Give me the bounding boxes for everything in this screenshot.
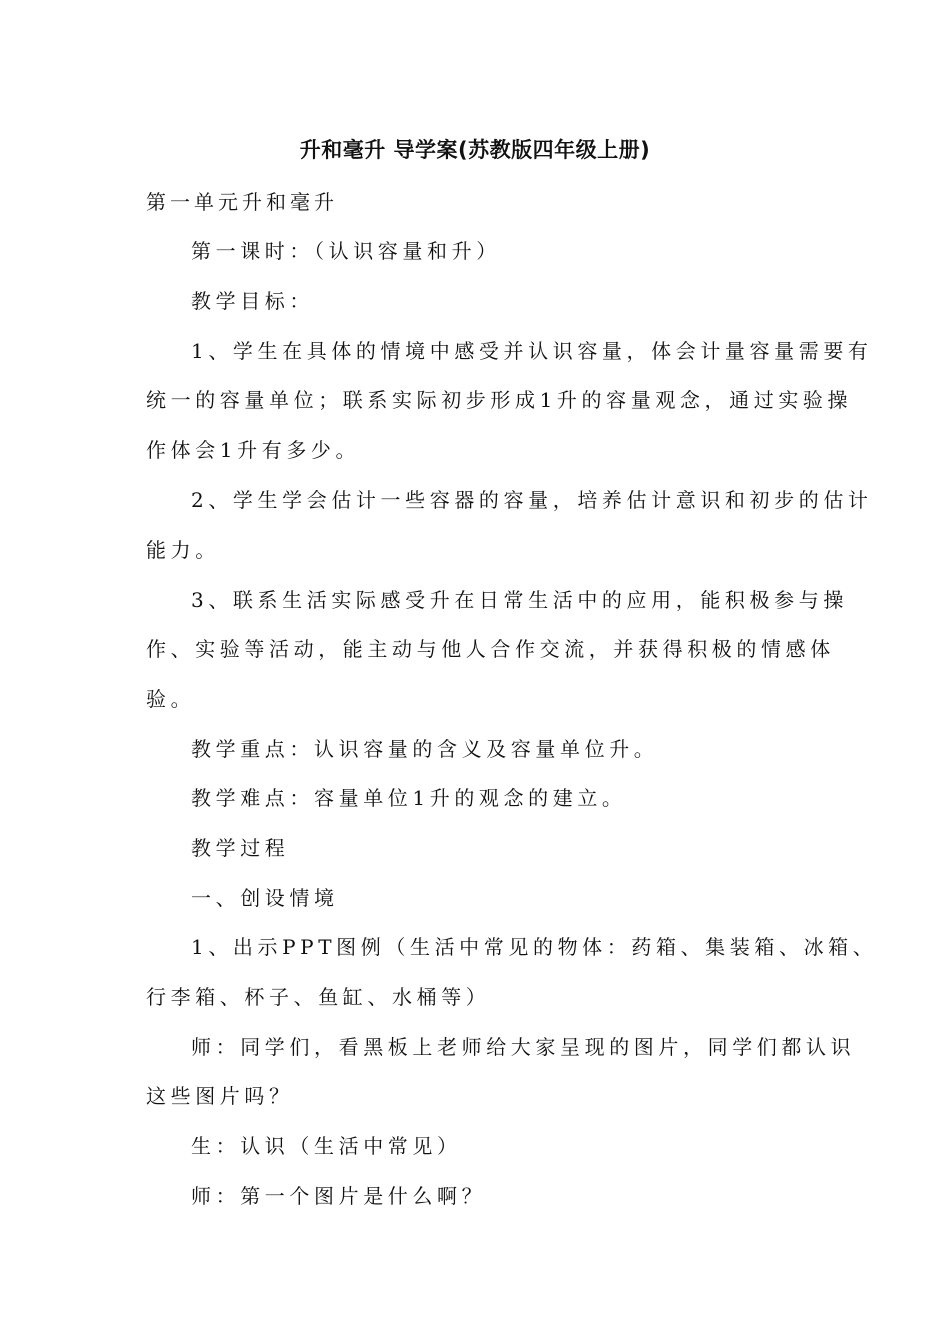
difficult-point: 教学难点：容量单位1升的观念的建立。 <box>191 786 627 810</box>
section-1-heading: 一、创设情境 <box>191 886 339 910</box>
teacher-question: 师：第一个图片是什么啊？ <box>191 1184 487 1208</box>
process-heading: 教学过程 <box>191 836 290 860</box>
objective-1-line-3: 作体会1升有多少。 <box>146 438 361 462</box>
objectives-heading: 教学目标： <box>191 289 314 313</box>
objective-3-line-3: 验。 <box>146 687 196 711</box>
key-point: 教学重点：认识容量的含义及容量单位升。 <box>191 737 659 761</box>
objective-1-line-1: 1、学生在具体的情境中感受并认识容量，体会计量容量需要有 <box>191 339 873 363</box>
step-1-line-2: 行李箱、杯子、鱼缸、水桶等） <box>146 985 491 1009</box>
student-reply: 生：认识（生活中常见） <box>191 1134 462 1158</box>
teacher-line-2: 这些图片吗？ <box>146 1084 294 1108</box>
objective-3-line-1: 3、联系生活实际感受升在日常生活中的应用，能积极参与操 <box>191 588 848 612</box>
step-1-line-1: 1、出示PPT图例（生活中常见的物体：药箱、集装箱、冰箱、 <box>191 935 878 959</box>
objective-2-line-2: 能力。 <box>146 538 220 562</box>
lesson-heading: 第一课时：（认识容量和升） <box>191 239 501 263</box>
objective-2-line-1: 2、学生学会估计一些容器的容量，培养估计意识和初步的估计 <box>191 488 873 512</box>
objective-3-line-2: 作、实验等活动，能主动与他人合作交流，并获得积极的情感体 <box>146 637 835 661</box>
objective-1-line-2: 统一的容量单位；联系实际初步形成1升的容量观念，通过实验操 <box>146 388 853 412</box>
unit-heading: 第一单元升和毫升 <box>146 190 338 214</box>
document-title: 升和毫升 导学案(苏教版四年级上册) <box>299 138 651 162</box>
teacher-line-1: 师：同学们，看黑板上老师给大家呈现的图片，同学们都认识 <box>191 1035 856 1059</box>
